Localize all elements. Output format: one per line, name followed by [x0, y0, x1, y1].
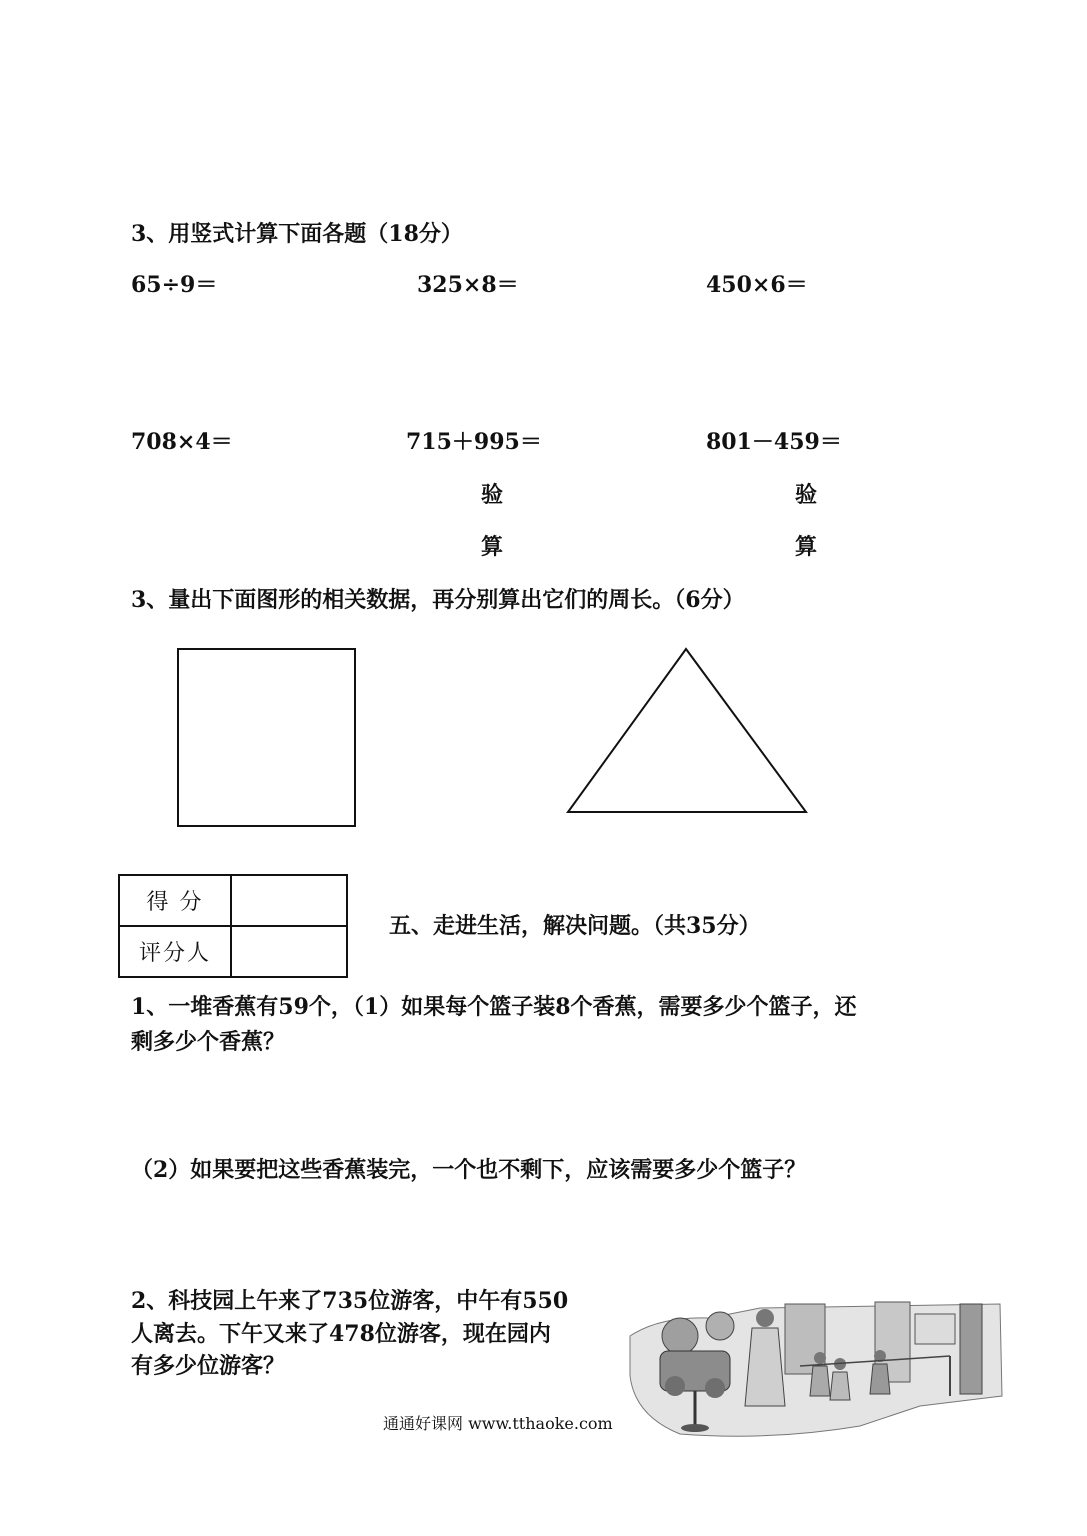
question2-line2: 人离去。下午又来了478位游客，现在园内 — [131, 1321, 551, 1347]
question2-line1: 2、科技园上午来了735位游客，中午有550 — [131, 1288, 569, 1314]
footer-text: 通通好课网 www.tthaoke.com — [383, 1414, 613, 1433]
question1-line2: 剩多少个香蕉？ — [131, 1029, 286, 1055]
question2-line3: 有多少位游客？ — [131, 1353, 286, 1379]
calc-item-3: 450×6＝ — [706, 272, 808, 298]
score-table — [118, 874, 348, 978]
check-label-2-char1: 验 — [795, 482, 818, 508]
section5-heading: 五、走进生活，解决问题。（共35分） — [389, 913, 761, 939]
check-label-2-char2: 算 — [795, 534, 818, 560]
check-label-1-char1: 验 — [481, 482, 504, 508]
square-figure — [176, 647, 358, 829]
calc-item-2: 325×8＝ — [417, 272, 519, 298]
calc-item-5: 715＋995＝ — [406, 429, 542, 455]
question1-part2: （2）如果要把这些香蕉装完，一个也不剩下，应该需要多少个篮子？ — [131, 1157, 807, 1183]
score-cell[interactable] — [231, 875, 347, 926]
check-label-1-char2: 算 — [481, 534, 504, 560]
score-label: 得 分 — [119, 875, 231, 926]
section3b-heading: 3、量出下面图形的相关数据，再分别算出它们的周长。（6分） — [131, 587, 745, 613]
science-park-illustration — [620, 1296, 1005, 1442]
calc-item-1: 65÷9＝ — [131, 272, 218, 298]
grader-cell[interactable] — [231, 926, 347, 977]
question1-line1: 1、一堆香蕉有59个，（1）如果每个篮子装8个香蕉，需要多少个篮子，还 — [131, 994, 857, 1020]
calc-item-6: 801－459＝ — [706, 429, 842, 455]
section3a-heading: 3、用竖式计算下面各题（18分） — [131, 221, 463, 247]
calc-item-4: 708×4＝ — [131, 429, 233, 455]
triangle-figure — [565, 646, 810, 816]
grader-label: 评分人 — [119, 926, 231, 977]
